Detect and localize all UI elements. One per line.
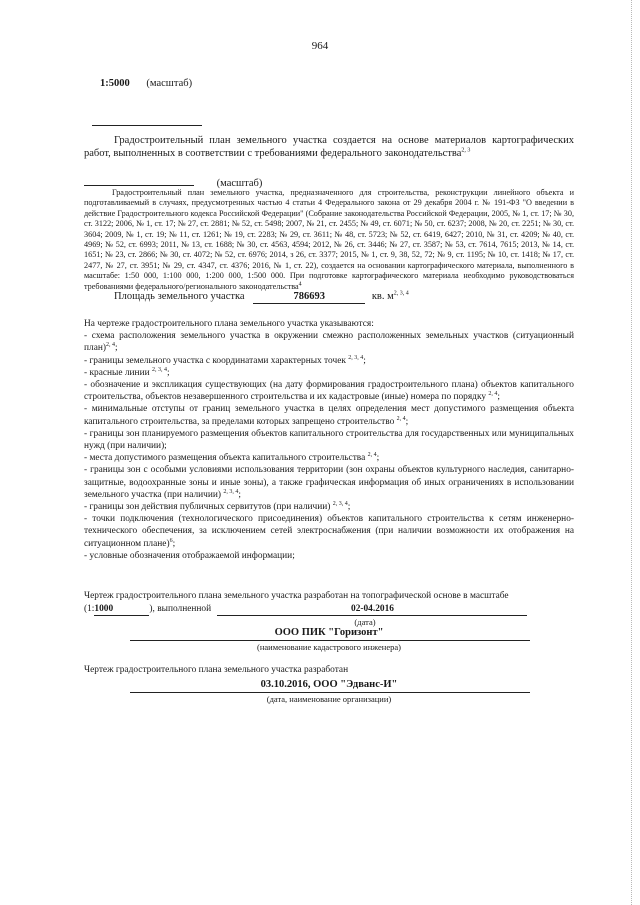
list-item-text: - границы зон с особыми условиями использования территории (зон охраны объектов культурного наследия, санитарно-защитные, водоохранные зоны и иные зоны), а также графическая информация об иных ограничениях в использовании земельного участка (при наличии) — [84, 465, 574, 500]
list-item — [84, 452, 574, 464]
small-paragraph-sup: 4 — [298, 280, 302, 287]
list-item-text: - места допустимого размещения объекта капитального строительства — [84, 453, 368, 464]
list-item-tail: ; — [497, 392, 501, 403]
list-item-text: - схема расположения земельного участка в окружении смежно расположенных земельных участков (ситуационный план) — [84, 331, 574, 354]
developed-underline — [130, 692, 530, 693]
list-item — [84, 501, 574, 513]
list-item-tail: ; — [172, 538, 176, 549]
list-item-sup: 2, 3, 4 — [348, 354, 364, 361]
scale-second-label: (масштаб) — [216, 178, 263, 189]
list-item — [84, 513, 574, 550]
topo-date-caption: (дата) — [354, 617, 376, 627]
list-item-tail: ; — [376, 453, 380, 464]
list-intro: На чертеже градостроительного плана земельного участка указываются: — [84, 319, 374, 329]
area-row — [114, 290, 409, 304]
list-item-tail: ; — [115, 343, 118, 354]
developed-caption: (дата, наименование организации) — [266, 694, 392, 704]
scale-second-blank — [84, 175, 194, 186]
list-item — [84, 464, 574, 501]
list-items — [84, 330, 574, 562]
list-item-sup: 2, 4 — [488, 391, 498, 398]
scale-top-value: 1:5000 — [100, 78, 130, 89]
area-unit: кв. м — [371, 291, 394, 302]
list-item-sup: 2, 4 — [396, 415, 406, 422]
list-item-text: - условные обозначения отображаемой информации; — [84, 550, 295, 561]
list-item-tail: ; — [166, 367, 170, 378]
intro-paragraph — [84, 134, 574, 160]
topo-org: ООО ПИК "Горизонт" — [274, 627, 384, 638]
topo-scale-prefix: (1: — [84, 604, 95, 614]
developed-value: 03.10.2016, ООО "Эдванс-И" — [260, 679, 398, 690]
area-sup: 2, 3, 4 — [393, 290, 409, 297]
list-item — [84, 550, 574, 562]
requirements-list — [84, 318, 574, 562]
developed-text: Чертеж градостроительного плана земельного участка разработан — [84, 665, 349, 675]
topo-org-underline — [130, 640, 530, 641]
list-item — [84, 379, 574, 403]
list-item-text: - границы земельного участка с координатами характерных точек — [84, 355, 349, 366]
list-item-sup: 2, 3, 4 — [223, 488, 239, 495]
page-number: 964 — [311, 40, 329, 52]
list-item-sup: 2, 3, 4 — [151, 366, 167, 373]
list-item-sup: 6 — [169, 537, 173, 544]
intro-sup: 2, 3 — [461, 147, 471, 154]
topo-description: Чертеж градостроительного плана земельного участка разработан на топографической основе в масштабе — [84, 591, 509, 601]
area-label: Площадь земельного участка — [114, 291, 245, 302]
list-item-sup: 2, 3, 4 — [332, 500, 348, 507]
scale-top-label: (масштаб) — [146, 78, 193, 89]
intro-text: Градостроительный план земельного участка создается на основе материалов картографических работ, выполненных в соответствии с требованиями федерального законодательства — [84, 135, 574, 159]
list-item — [84, 367, 574, 379]
topo-scale-row — [84, 603, 574, 616]
list-item-tail: ; — [238, 489, 241, 500]
topo-date: 02-04.2016 — [217, 603, 527, 616]
topo-scale-suffix: ), выполненной — [149, 604, 212, 614]
list-item — [84, 330, 574, 354]
list-item — [84, 428, 574, 452]
list-item-sup: 2, 4 — [106, 342, 115, 349]
topo-org-caption: (наименование кадастрового инженера) — [257, 642, 401, 652]
list-item-tail: ; — [347, 502, 351, 513]
list-item-text: - обозначение и экспликация существующих (на дату формирования градостроительного плана) объектов капитального строительства, объектов незавершенного строительства и их кадастровые (иные) номера по порядку — [84, 380, 574, 403]
list-item-text: - точки подключения (технологического присоединения) объектов капитального строительства к сетям инженерно-технического обеспечения, за исключением сетей электроснабжения (при наличии возможности их отображения на ситуационном плане) — [84, 514, 574, 549]
area-value: 786693 — [253, 290, 365, 304]
list-item-text: - границы зон планируемого размещения объектов капитального строительства для государственных или муниципальных нужд (при наличии); — [84, 428, 574, 452]
small-paragraph-text: Градостроительный план земельного участка, предназначенного для строительства, реконструкции линейного объекта и подготавливаемый в случаях, предусмотренных частью 4 статьи 4 Федерального закона от 29 декабря 2004 г. № 191-ФЗ "О введении в действие Градостроительного кодекса Российской Федерации" (Собрание законодательства Российской Федерации, 2005, № 1, ст. 17; № 30, ст. 3122; 2006, № 1, ст. 17; № 27, ст. 2881; № 52, ст. 5498; 2007, № 21, ст. 2455; № 49, ст. 6071; № 50, ст. 6237; 2008, № 20, ст. 2251; № 30, ст. 3604; 2009, № 1, ст. 19; № 11, ст. 1261; № 19, ст. 2283; № 29, ст. 3611; № 48, ст. 5723; № 52, ст. 6419, 6427; 2010, № 31, ст. 4209; № 40, ст. 4969; № 52, ст. 6993; 2011, № 13, ст. 1688; № 30, ст. 4563, 4594; 2012, № 26, ст. 3446; № 27, ст. 3587; № 53, ст. 7614, 7615; 2013, № 14, ст. 1651; № 23, ст. 2866; № 30, ст. 4072; № 52, ст. 6976; 2014, з 26, ст. 3377; 2015, № 1, ст. 9, 38, 52, 72; № 9, ст. 1195; № 10, ст. 1418; № 17, ст. 2477, № 27, ст. 3951; № 29, ст. 4347, ст. 4376; 2016, № 1, ст. 22), создается на основании картографического материала, выполненного в масштабе: 1:50 000, 1:100 000, 1:200 000, 1:500 000. При подготовке картографического материала необходимо руководствоваться требованиями федерального/регионального законодательства — [84, 188, 574, 291]
topo-scale-value: 1000 — [94, 603, 149, 616]
list-item — [84, 355, 574, 367]
list-item-text: - красные линии — [84, 367, 152, 378]
scale-top — [100, 78, 192, 89]
margin-dotted-line — [631, 0, 632, 905]
list-item-sup: 2, 4 — [367, 452, 377, 459]
list-item-tail: ; — [405, 416, 409, 427]
topo-text — [84, 590, 574, 602]
list-item-text: - границы зон действия публичных сервитутов (при наличии) — [84, 502, 333, 513]
scale-top-divider — [92, 125, 202, 126]
list-item-tail: ; — [363, 355, 366, 366]
small-paragraph — [84, 188, 574, 292]
list-item — [84, 403, 574, 427]
list-item-text: - минимальные отступы от границ земельного участка в целях определения мест допустимого размещения объекта капитального строительства, за пределами которых запрещено строительство — [84, 404, 574, 427]
